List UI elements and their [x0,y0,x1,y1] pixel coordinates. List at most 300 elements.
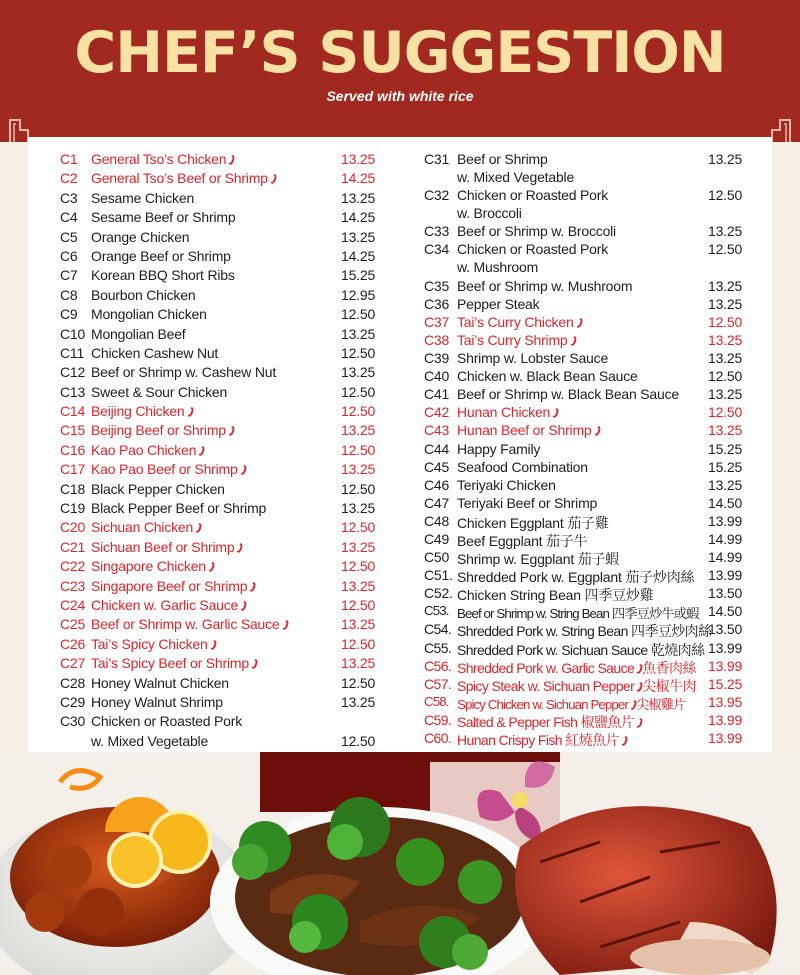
menu-item [424,151,774,187]
menu-item-price: 12.50 [708,187,743,204]
menu-item-code: C29 [60,693,86,710]
menu-item [60,442,390,461]
menu-item [424,368,774,386]
menu-item-name-text: Chicken w. Garlic Sauce [91,596,239,613]
menu-item [60,364,390,383]
spicy-icon [593,426,601,437]
menu-item [60,170,390,189]
menu-item-price: 12.50 [341,635,376,652]
menu-item-code: C52. [424,585,453,602]
menu-item-name-text: Beef or Shrimp w. Broccoli [457,223,616,240]
menu-item-name [91,713,242,729]
menu-item [424,676,774,694]
menu-item-price: 12.50 [708,241,743,258]
menu-item-code: C50 [424,549,450,566]
menu-item-price: 14.25 [341,170,376,187]
menu-item-price: 13.99 [708,657,743,674]
page-title: CHEF’S SUGGESTION [74,20,726,86]
menu-item-price: 13.25 [341,228,376,245]
menu-item-code: C22 [60,558,86,575]
menu-item-code: C47 [424,494,450,511]
spicy-icon [620,735,628,746]
menu-item-name-text: Singapore Chicken [91,558,206,575]
menu-item-name-text: Pepper Steak [457,295,540,312]
menu-item-name-text: Chicken or Roasted Pork [91,713,243,730]
menu-item-name [91,539,242,555]
menu-item [424,513,774,531]
menu-item-price: 13.25 [341,461,376,478]
menu-item-name-text: Teriyaki Beef or Shrimp [457,494,598,511]
menu-item-name [457,314,582,330]
menu-item-code: C12 [60,364,86,381]
menu-item-name [457,694,686,713]
menu-item [424,694,774,712]
menu-item [424,332,774,350]
menu-item-code: C10 [60,325,86,342]
menu-item-code: C42 [424,404,450,421]
menu-item-price: 13.25 [341,538,376,555]
menu-item-price: 12.50 [341,383,376,400]
spicy-icon [269,174,277,185]
menu-item-price: 13.95 [708,693,743,710]
spicy-icon [186,407,194,418]
menu-item-name [457,730,627,750]
menu-item-code: C28 [60,674,86,691]
menu-item [60,229,390,248]
menu-item-name [91,151,234,167]
menu-item-price: 15.25 [708,675,743,692]
menu-item [60,267,390,286]
menu-item-name [457,549,619,569]
menu-item-price: 14.99 [708,549,743,566]
menu-item-name [457,278,632,294]
menu-item-code: C5 [60,228,78,245]
menu-item-code: C57. [424,675,452,692]
menu-item-price: 12.50 [708,368,743,385]
menu-item-name [91,287,195,303]
menu-item [424,350,774,368]
menu-item-name-text: Hunan Chicken [457,404,551,421]
menu-item-name-text: Black Pepper Beef or Shrimp [91,500,267,517]
menu-item-name [457,459,588,475]
menu-item-price: 12.50 [341,403,376,420]
menu-item [424,459,774,477]
menu-item [60,384,390,403]
menu-item-price: 14.50 [708,603,743,620]
menu-item-name [91,248,231,264]
menu-item-code: C16 [60,441,86,458]
menu-item-price: 14.25 [341,209,376,226]
menu-item-code: C23 [60,577,86,594]
menu-item-code: C26 [60,635,86,652]
menu-item-price: 12.50 [341,519,376,536]
menu-item [424,658,774,676]
spicy-icon [552,408,560,419]
menu-item-price: 12.50 [341,441,376,458]
menu-item-name-text: Shredded Pork w. Garlic Sauce [457,659,635,676]
menu-item-chinese-name: 尖椒雞片 [635,696,686,712]
menu-item [60,306,390,325]
menu-item-name-text: Shredded Pork w. Sichuan Sauce 乾燒肉絲 [457,641,705,658]
spicy-icon [569,335,577,346]
menu-item-code: C6 [60,247,78,264]
menu-item-name-text: Mongolian Chicken [91,306,207,323]
menu-item-name-text: Chicken Eggplant 茄子雞 [457,514,609,531]
menu-item-name [91,364,276,380]
menu-item-code: C20 [60,519,86,536]
menu-item-name-text: General Tso’s Chicken [91,151,227,167]
menu-item [424,477,774,495]
menu-item [424,404,774,422]
menu-item-name-text: Honey Walnut Shrimp [91,693,223,710]
menu-item-price: 13.25 [341,655,376,672]
menu-item-name-text: Bourbon Chicken [91,286,196,303]
spicy-icon [281,620,289,631]
menu-item-name [457,151,548,167]
menu-item-price: 12.50 [708,313,743,330]
menu-item [60,209,390,228]
menu-item-name-text: Beijing Chicken [91,403,185,420]
menu-item-price: 13.25 [341,500,376,517]
spicy-icon [228,154,236,165]
menu-item-price: 12.50 [708,404,743,421]
menu-item-name [91,636,216,652]
menu-item-name [457,404,558,420]
menu-item-name [457,531,587,551]
spicy-icon [249,581,257,592]
menu-item-name-text: Sesame Beef or Shrimp [91,209,236,226]
menu-item-code: C25 [60,616,86,633]
menu-column-right [424,151,774,748]
menu-item-code: C2 [60,170,78,187]
menu-item [60,151,390,170]
menu-item-code: C36 [424,295,450,312]
menu-item-name-text: Mongolian Beef [91,325,186,342]
menu-item-price: 13.99 [708,639,743,656]
spicy-icon [636,717,644,728]
menu-item-price: 12.50 [341,596,376,613]
spicy-icon [227,426,235,437]
menu-item-code: C32 [424,187,450,204]
menu-item-price: 15.25 [708,458,743,475]
menu-item [424,603,774,621]
menu-item-name-text: Honey Walnut Chicken [91,674,229,691]
menu-item-name [457,495,597,511]
menu-item-chinese-name: 魚香肉絲 [642,659,696,676]
menu-item-code: C9 [60,306,78,323]
menu-item-name [91,597,246,613]
menu-item-code: C45 [424,458,450,475]
menu-item-name-line2: w. Broccoli [457,205,522,222]
menu-item-price: 13.25 [341,422,376,439]
menu-item-name [457,603,699,622]
menu-item-price: 13.25 [341,189,376,206]
menu-item-price: 13.99 [708,711,743,728]
menu-item [60,578,390,597]
menu-item-chinese-name: 尖椒牛肉 [642,677,696,694]
menu-item-code: C30 [60,713,86,730]
menu-item-name-text: Beef or Shrimp w. Mushroom [457,277,633,294]
menu-item [60,190,390,209]
menu-item-price: 15.25 [708,440,743,457]
menu-item-name [91,229,189,245]
menu-item [60,422,390,441]
menu-item-name [457,585,654,605]
menu-item [424,241,774,277]
menu-item-name-text: Chicken or Roasted Pork [457,241,609,258]
menu-item-code: C31 [424,151,450,167]
menu-item-name [91,326,186,342]
menu-item-name [91,578,255,594]
menu-item [60,675,390,694]
menu-item-price: 13.25 [341,577,376,594]
menu-item-code: C19 [60,500,86,517]
menu-item-code: C51. [424,567,453,584]
menu-item-name-text: Korean BBQ Short Ribs [91,267,235,284]
menu-item-name-line2: w. Mixed Vegetable [91,732,209,749]
menu-item [424,640,774,658]
menu-item-name [91,694,223,710]
menu-item [424,495,774,513]
menu-item-code: C7 [60,267,78,284]
menu-item-name-text: Chicken or Roasted Pork [457,187,609,204]
spicy-icon [207,562,215,573]
menu-item-name-text: Kao Pao Chicken [91,441,197,458]
menu-item [424,549,774,567]
menu-item-name [91,481,225,497]
menu-item-name [91,345,218,361]
menu-item [60,248,390,267]
menu-item-code: C24 [60,596,86,613]
menu-item-code: C8 [60,286,78,303]
spicy-icon [575,317,583,328]
menu-item-name-text: Sichuan Beef or Shrimp [91,538,235,555]
menu-item-name-text: Tai’s Curry Chicken [457,313,574,330]
menu-item-name-text: Tai’s Spicy Chicken [91,635,208,652]
food-photo-banner [0,752,800,975]
menu-item-name [91,675,229,691]
menu-item-price: 13.25 [708,350,743,367]
menu-item-code: C55. [424,639,452,656]
menu-item-code: C58. [424,693,449,709]
menu-item-name [457,712,642,732]
menu-item-price: 13.25 [341,693,376,710]
menu-item-price: 14.25 [341,247,376,264]
menu-item-code: C35 [424,277,450,294]
menu-item-name-text: Sesame Chicken [91,189,195,206]
menu-item-price: 13.25 [708,422,743,439]
spicy-icon [240,600,248,611]
menu-item-name-text: Sichuan Chicken [91,519,194,536]
menu-item-price: 12.50 [341,306,376,323]
menu-item [60,713,390,752]
menu-item-price: 13.25 [708,277,743,294]
menu-item-price: 13.25 [341,151,376,167]
menu-item-name-text: Beef Eggplant 茄子牛 [457,532,588,549]
menu-item-name [457,621,711,641]
menu-item-price: 13.99 [708,730,743,746]
menu-item-name [457,477,556,493]
menu-item-price: 13.25 [341,616,376,633]
menu-item-price: 13.25 [708,151,743,167]
menu-item-code: C34 [424,241,450,258]
menu-item-code: C39 [424,350,450,367]
menu-item-price: 13.50 [708,585,743,602]
menu-item-name [91,655,257,671]
menu-item-price: 13.25 [708,223,743,240]
menu-item-code: C59. [424,711,452,728]
menu-item-code: C1 [60,151,78,167]
menu-item-name [91,442,204,458]
menu-item-price: 14.50 [708,494,743,511]
menu-item-name [91,170,276,186]
menu-item-name [457,386,679,402]
menu-item-name-text: Chicken String Bean 四季豆炒雞 [457,587,654,604]
menu-item-name-text: Happy Family [457,440,541,457]
menu-item-name [457,296,539,312]
spicy-icon [209,639,217,650]
menu-item-name-text: Beef or Shrimp w. Garlic Sauce [91,616,280,633]
menu-item-name-text: Sweet & Sour Chicken [91,383,228,400]
menu-item-code: C21 [60,538,86,555]
menu-item-price: 12.50 [341,344,376,361]
menu-item-name [91,558,214,574]
menu-item-code: C46 [424,476,450,493]
menu-item-code: C60. [424,730,452,746]
menu-item-name-text: Spicy Chicken w. Sichuan Pepper [457,696,628,712]
menu-item-name-text: Beijing Beef or Shrimp [91,422,226,439]
spicy-icon [195,523,203,534]
menu-item [424,296,774,314]
menu-item-price: 13.25 [708,386,743,403]
menu-item-code: C27 [60,655,86,672]
menu-item-code: C44 [424,440,450,457]
menu-item [424,567,774,585]
menu-item [60,500,390,519]
menu-item-name [91,403,193,419]
menu-item-name [457,368,638,384]
page-subtitle: Served with white rice [326,88,474,104]
menu-item-name [91,422,234,438]
menu-item-name [457,422,600,438]
menu-item-code: C48 [424,512,450,529]
menu-item-code: C41 [424,386,450,403]
menu-item-name-text: Shrimp w. Eggplant 茄子蝦 [457,551,620,568]
menu-item-code: C38 [424,331,450,348]
menu-item-name [91,519,201,535]
menu-item-code: C3 [60,189,78,206]
menu-item-name [91,500,266,516]
menu-item-price: 12.50 [341,732,376,749]
menu-item [424,531,774,549]
menu-item-name-text: Beef or Shrimp w. Black Bean Sauce [457,386,679,403]
spicy-icon [239,465,247,476]
menu-item-name [457,241,608,257]
menu-item-name [457,567,694,587]
menu-item-code: C56. [424,657,452,674]
menu-item-name-text: Orange Chicken [91,228,190,245]
menu-item-name-text: Tai’s Spicy Beef or Shrimp [91,655,249,672]
menu-item [60,345,390,364]
menu-item-name-text: Kao Pao Beef or Shrimp [91,461,238,478]
menu-item-name-text: Seafood Combination [457,458,588,475]
menu-item [60,481,390,500]
menu-item [424,441,774,459]
menu-item-name [457,513,609,533]
menu-item-name-text: Shredded Pork w. Eggplant 茄子炒肉絲 [457,569,695,586]
menu-item [60,655,390,674]
menu-item-price: 13.99 [708,567,743,584]
menu-item [60,403,390,422]
menu-item-name [91,190,194,206]
menu-item-name-text: Hunan Beef or Shrimp [457,422,592,439]
menu-item [60,558,390,577]
menu-item [424,422,774,440]
menu-item-price: 13.25 [708,476,743,493]
menu-item-name-text: Chicken Cashew Nut [91,344,219,361]
menu-item-code: C17 [60,461,86,478]
menu-item-code: C13 [60,383,86,400]
menu-item [60,616,390,635]
menu-item-code: C11 [60,344,85,361]
menu-item-name-text: Tai’s Curry Shrimp [457,331,568,348]
menu-item [60,694,390,713]
menu-item-name-text: Salted & Pepper Fish 椒鹽魚片 [457,713,635,730]
menu-item-code: C4 [60,209,78,226]
menu-item [60,287,390,306]
menu-item-name [91,384,227,400]
menu-column-left [60,151,390,752]
menu-item-name [457,441,540,457]
menu-item-code: C33 [424,223,450,240]
menu-item-name-text: Shrimp w. Lobster Sauce [457,350,609,367]
menu-item-code: C53. [424,603,449,619]
menu-item [60,519,390,538]
menu-item [60,597,390,616]
menu-item-name [457,187,608,203]
menu-item-name-text: Beef or Shrimp [457,151,548,167]
menu-item [424,621,774,639]
menu-item-price: 13.25 [341,364,376,381]
menu-item [424,712,774,730]
menu-item-code: C18 [60,480,86,497]
menu-item-code: C37 [424,313,450,330]
menu-item-code: C43 [424,422,450,439]
menu-item-code: C54. [424,621,452,638]
menu-item-name [457,332,576,348]
menu-item-name-text: Orange Beef or Shrimp [91,247,231,264]
menu-item [424,187,774,223]
menu-item-name [91,461,246,477]
menu-item-name [91,306,207,322]
menu-item [424,730,774,748]
menu-item-name [457,640,704,660]
menu-item-price: 13.99 [708,512,743,529]
menu-item-name-text: Beef or Shrimp w. Cashew Nut [91,364,277,381]
menu-item [424,223,774,241]
menu-item-name-line2: w. Mixed Vegetable [457,169,575,185]
spicy-icon [250,659,258,670]
menu-item [60,461,390,480]
menu-item-price: 13.25 [341,325,376,342]
menu-item-price: 13.25 [708,295,743,312]
menu-item [424,585,774,603]
spicy-icon [236,542,244,553]
menu-item-code: C40 [424,368,450,385]
menu-item-name-text: Chicken w. Black Bean Sauce [457,368,638,385]
menu-item-name-text: Singapore Beef or Shrimp [91,577,248,594]
menu-item-name-text: Shredded Pork w. String Bean 四季豆炒肉絲 [457,623,712,640]
